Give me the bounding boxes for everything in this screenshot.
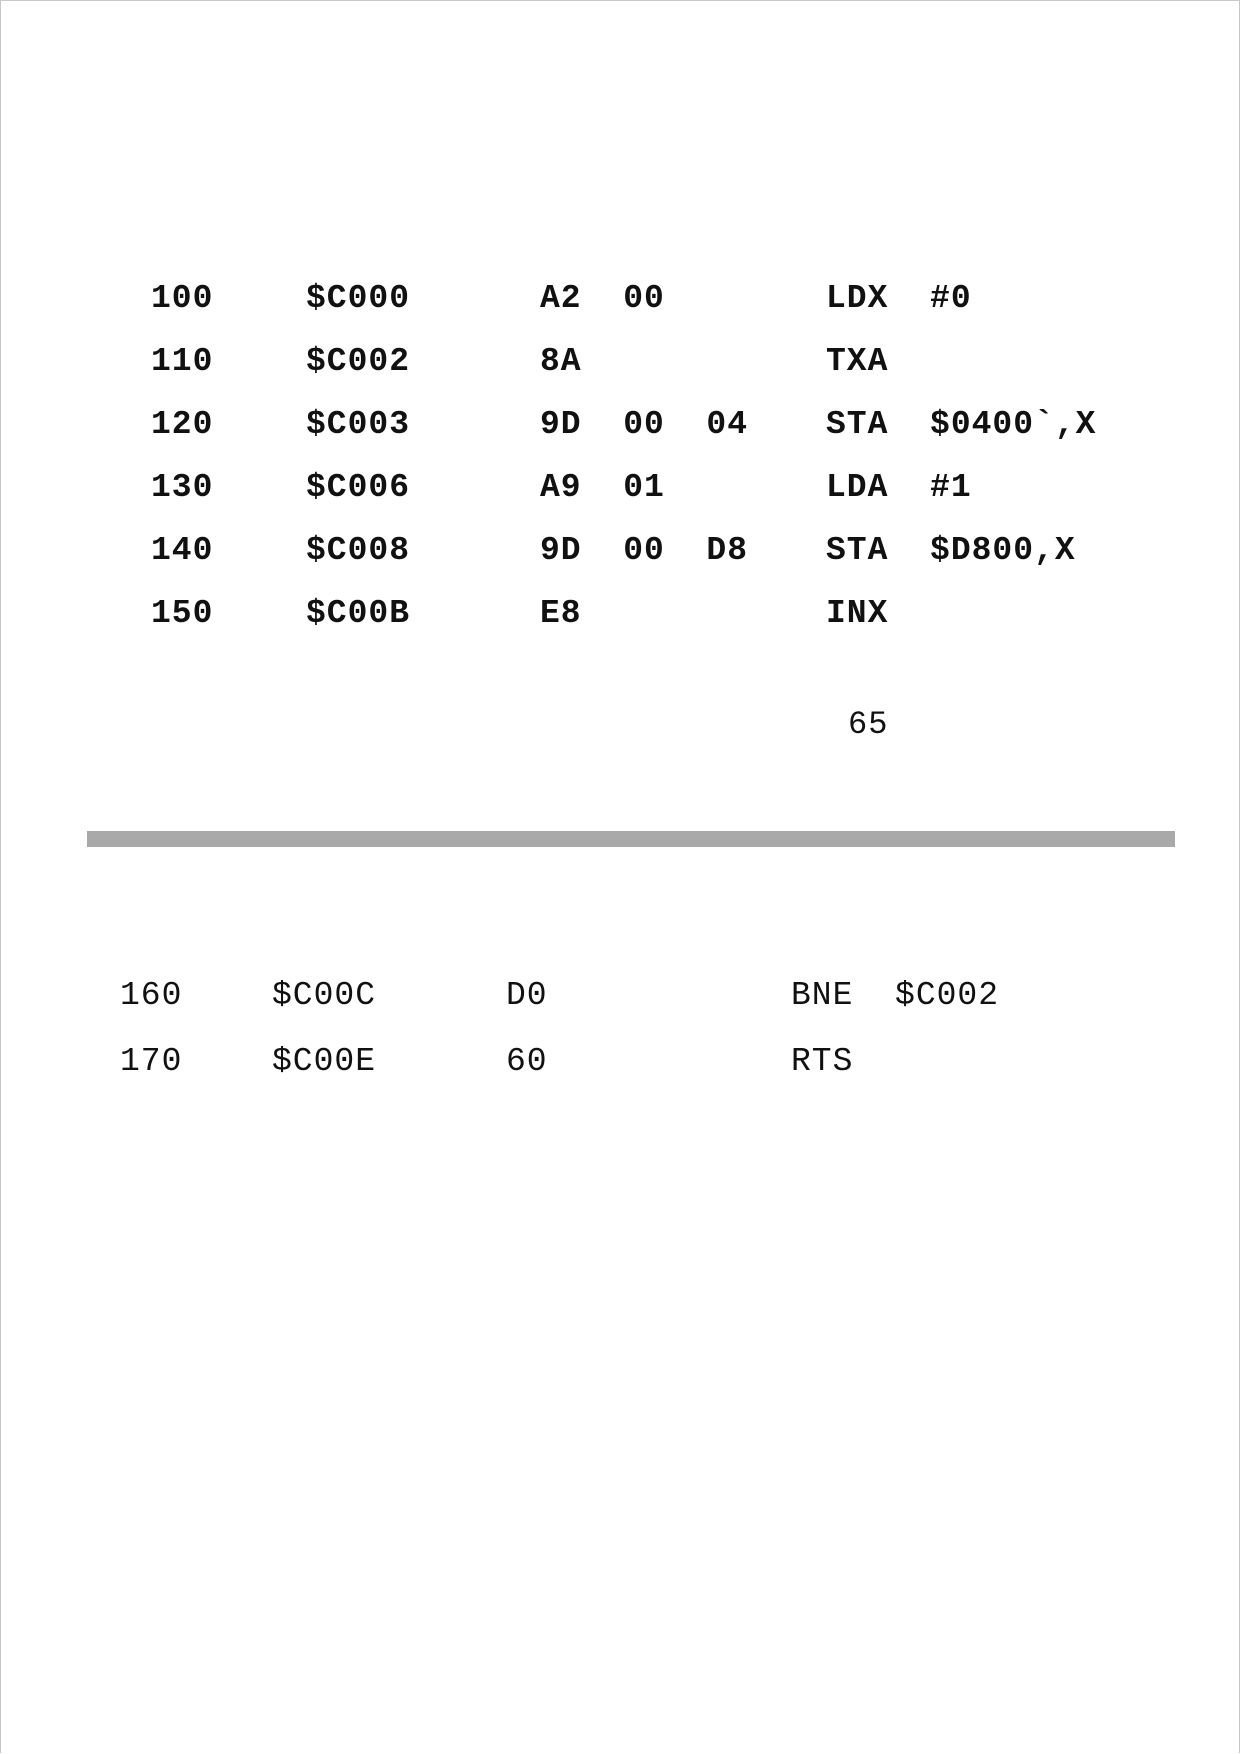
line-number: 150	[151, 595, 214, 632]
line-number: 120	[151, 406, 214, 443]
assembly-instruction: INX	[826, 595, 889, 632]
assembly-instruction: STA $0400`,X	[826, 406, 1097, 443]
memory-address: $C00B	[306, 595, 411, 632]
hex-bytes: 8A	[540, 343, 582, 380]
memory-address: $C008	[306, 532, 411, 569]
line-number: 130	[151, 469, 214, 506]
hex-bytes: 9D 00 04	[540, 406, 749, 443]
code-line	[0, 280, 972, 330]
page-separator	[87, 831, 1175, 847]
code-line	[0, 1043, 854, 1093]
hex-bytes: A9 01	[540, 469, 665, 506]
line-number: 160	[120, 977, 183, 1014]
line-number: 100	[151, 280, 214, 317]
line-number: 110	[151, 343, 214, 380]
assembly-instruction: LDX #0	[826, 280, 972, 317]
code-line	[0, 977, 1000, 1027]
code-line	[0, 406, 1097, 456]
memory-address: $C00E	[272, 1043, 377, 1080]
hex-bytes: A2 00	[540, 280, 665, 317]
code-line	[0, 595, 889, 645]
memory-address: $C00C	[272, 977, 377, 1014]
hex-bytes: 9D 00 D8	[540, 532, 749, 569]
code-line	[0, 343, 889, 393]
assembly-instruction: BNE $C002	[791, 977, 1000, 1014]
assembly-instruction: TXA	[826, 343, 889, 380]
code-line	[0, 532, 1076, 582]
assembly-instruction: STA $D800,X	[826, 532, 1076, 569]
memory-address: $C000	[306, 280, 411, 317]
page-number: 65	[848, 706, 889, 743]
memory-address: $C002	[306, 343, 411, 380]
hex-bytes: E8	[540, 595, 582, 632]
memory-address: $C003	[306, 406, 411, 443]
code-line	[0, 469, 972, 519]
assembly-instruction: RTS	[791, 1043, 854, 1080]
line-number: 170	[120, 1043, 183, 1080]
hex-bytes: 60	[506, 1043, 548, 1080]
assembly-instruction: LDA #1	[826, 469, 972, 506]
hex-bytes: D0	[506, 977, 548, 1014]
memory-address: $C006	[306, 469, 411, 506]
line-number: 140	[151, 532, 214, 569]
